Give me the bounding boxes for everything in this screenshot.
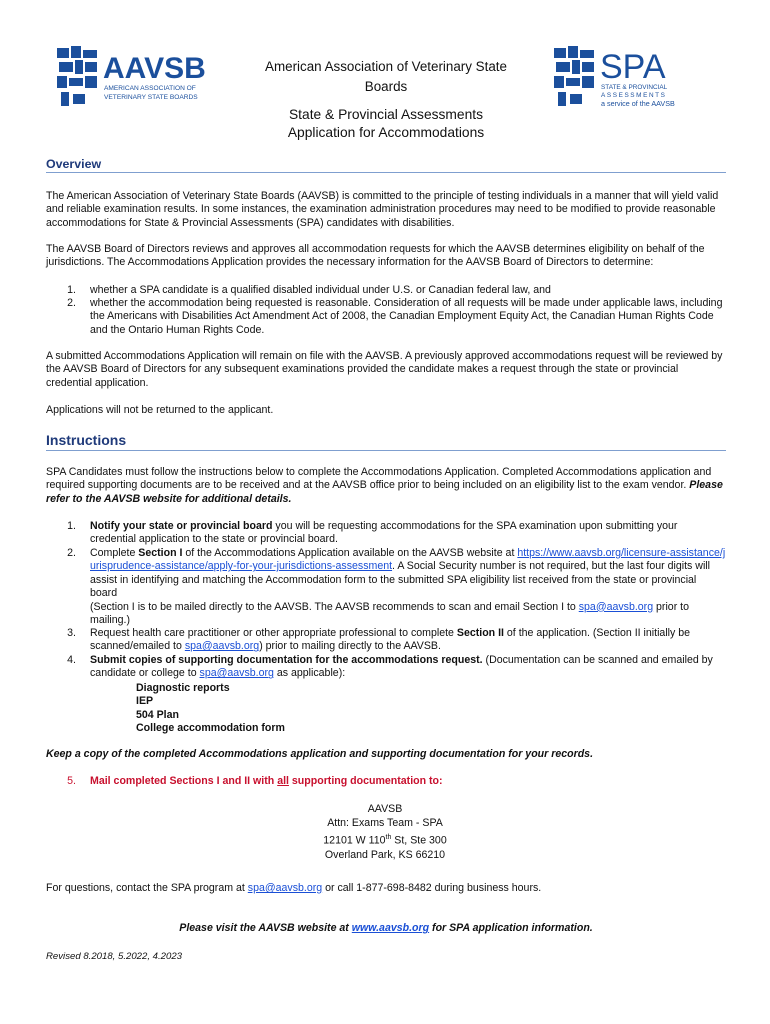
instruction-1-text: you will be requesting accommodations for the SPA examination upon submitting your credential application to the state or provincial board.	[90, 520, 678, 546]
instruction-text	[90, 627, 726, 654]
instruction-3-pre: Request health care practitioner or other appropriate professional to complete	[90, 627, 457, 639]
instruction-text	[90, 520, 726, 547]
supporting-doc-item: Diagnostic reports	[136, 682, 230, 694]
instruction-item-3	[46, 627, 726, 655]
document-title-line1: State & Provincial Assessments	[288, 107, 483, 122]
overview-list-text: whether a SPA candidate is a qualified disabled individual under U.S. or Canadian federal law, and	[90, 284, 551, 296]
overview-list-text: whether the accommodation being requested is reasonable. Consideration of all requests will be made under applicable laws, including the Americans with Disabilities Act Amendment Act of 2008, the Canadian Employment Equity Act, the Canadian Human Rights Code and the Ontario Human Rights Code.	[90, 297, 723, 336]
mailing-address	[235, 802, 535, 862]
visit-pre: Please visit the AAVSB website at	[179, 922, 352, 934]
instruction-number: 2.	[67, 547, 76, 559]
instructions-intro-emphasis: Please refer to the AAVSB website for additional details.	[46, 479, 723, 505]
instruction-5-post: supporting documentation to:	[288, 775, 443, 787]
overview-list-item	[46, 284, 726, 298]
contact-note-pre: For questions, contact the SPA program at	[46, 882, 248, 894]
instructions-heading: Instructions	[46, 432, 127, 448]
instruction-text	[90, 547, 726, 627]
overview-list-number: 2.	[67, 297, 76, 309]
instruction-2-note-pre: (Section I is to be mailed directly to the AAVSB. The AAVSB recommends to scan and email Section I to	[90, 600, 579, 613]
supporting-doc-item: 504 Plan	[136, 708, 179, 721]
address-line-3	[235, 831, 535, 848]
address-line-1: AAVSB	[367, 803, 403, 815]
overview-paragraph-3: A submitted Accommodations Application will remain on file with the AAVSB. A previously approved accommodations request will be reviewed by the AAVSB Board of Directors for any subsequent examinations provided the candidate makes a request through the state or provincial credential application.	[46, 350, 723, 389]
spa-logo-sub1: STATE & PROVINCIAL	[601, 84, 668, 91]
instruction-1-bold: Notify your state or provincial board	[90, 520, 273, 532]
instruction-2-bold: Section I	[138, 547, 183, 559]
instruction-3-bold: Section II	[456, 627, 504, 639]
instruction-2-mid: of the Accommodations Application available on the AAVSB website at	[182, 547, 518, 559]
instruction-4-mid: (Documentation can be scanned and emailed by candidate or college to	[90, 654, 713, 680]
instruction-number: 5.	[67, 775, 76, 787]
instruction-item-2	[46, 547, 726, 627]
visit-website-note	[46, 922, 726, 935]
org-name-line2: Boards	[364, 79, 408, 94]
spa-logo-mark	[552, 44, 722, 110]
overview-paragraph-4: Applications will not be returned to the applicant.	[46, 404, 274, 416]
instruction-number: 4.	[67, 654, 76, 666]
spa-logo-wordmark: SPA	[600, 48, 666, 86]
spa-email-link[interactable]: spa@aavsb.org	[247, 882, 323, 894]
spa-email-link[interactable]: spa@aavsb.org	[578, 600, 654, 613]
instruction-text	[90, 654, 726, 681]
org-name	[240, 57, 532, 97]
instruction-5-pre: Mail completed Sections I and II with	[90, 775, 278, 787]
instruction-number: 3.	[67, 627, 76, 639]
org-name-line1: American Association of Veterinary State	[265, 59, 507, 74]
overview-heading: Overview	[46, 157, 102, 171]
instruction-number: 1.	[67, 520, 76, 532]
spa-logo	[552, 44, 722, 110]
instruction-item-5	[46, 775, 726, 789]
address-line-3-pre: 12101 W 110	[323, 834, 386, 847]
spa-logo-sub2: ASSESSMENTS	[601, 92, 667, 99]
keep-copy-note: Keep a copy of the completed Accommodations application and supporting documentation for your records.	[46, 748, 594, 760]
supporting-doc-item: College accommodation form	[136, 722, 285, 735]
instruction-5-underline: all	[277, 775, 289, 787]
aavsb-logo-sub1: AMERICAN ASSOCIATION OF	[104, 85, 196, 92]
instruction-4-post: as applicable):	[273, 667, 346, 680]
contact-note-post: or call 1-877-698-8482 during business hours.	[322, 882, 542, 894]
licensure-assistance-link[interactable]: https://www.aavsb.org/licensure-assistance/jurisprudence-assistance/apply-for-your-jurisdictions-assessment	[90, 547, 726, 573]
instruction-3-mid: of the application. (Section II initially be scanned/emailed to	[90, 627, 691, 653]
address-line-4: Overland Park, KS 66210	[324, 848, 446, 861]
overview-paragraph-2: The AAVSB Board of Directors reviews and approves all accommodation requests for which the AAVSB determines eligibility on behalf of the jurisdictions. The Accommodations Application provides the necessary information for the AAVSB Board of Directors to determine:	[46, 243, 705, 269]
aavsb-website-link[interactable]: www.aavsb.org	[351, 922, 430, 934]
aavsb-logo-mark	[55, 44, 235, 110]
instructions-intro-text: SPA Candidates must follow the instructions below to complete the Accommodations Application. Completed Accommodations application and required supporting documents are to be received and at the AAVSB office prior to being included on an eligibility list to the exam vendor.	[46, 466, 712, 492]
revision-date: Revised 8.2018, 5.2022, 4.2023	[46, 951, 183, 962]
contact-note	[46, 882, 726, 895]
instruction-item-1	[46, 520, 726, 548]
instruction-4-bold: Submit copies of supporting documentation for the accommodations request.	[90, 654, 483, 666]
instruction-3-post: ) prior to mailing directly to the AAVSB.	[259, 640, 441, 653]
instruction-2-note-post: prior to mailing.)	[90, 600, 690, 627]
overview-paragraph-1: The American Association of Veterinary State Boards (AAVSB) is committed to the principle of testing individuals in a manner that will yield valid and reliable examination results. In some instances, the examination administration procedures may need to be modified to provide reasonable accommodations for State & Provincial Assessments (SPA) candidates with disabilities.	[46, 190, 719, 229]
address-line-3-sup: th	[385, 833, 392, 841]
supporting-doc-item: IEP	[136, 695, 154, 708]
address-line-3-post: St, Ste 300	[391, 834, 447, 847]
aavsb-logo	[55, 44, 235, 110]
instruction-text	[90, 775, 726, 788]
instruction-2-pre: Complete	[90, 547, 139, 559]
document-title-line2: Application for Accommodations	[287, 124, 485, 140]
aavsb-logo-wordmark: AAVSB	[103, 52, 206, 85]
instructions-divider	[46, 450, 726, 451]
instructions-intro	[46, 466, 726, 506]
visit-post: for SPA application information.	[429, 922, 593, 934]
spa-email-link[interactable]: spa@aavsb.org	[184, 640, 260, 653]
spa-logo-sub3: a service of the AAVSB	[601, 99, 675, 108]
address-line-2: Attn: Exams Team - SPA	[327, 817, 443, 830]
document-title	[240, 106, 532, 141]
overview-list-item	[46, 297, 726, 339]
supporting-docs-list	[136, 682, 436, 736]
aavsb-logo-sub2: VETERINARY STATE BOARDS	[104, 94, 198, 101]
instruction-2-post: . A Social Security number is not required, but the last four digits will assist in identifying and matching the Accommodation form to the submitted SPA eligibility list received from the state or provincial board	[90, 560, 711, 600]
overview-list-number: 1.	[67, 284, 76, 296]
overview-divider	[46, 172, 726, 173]
spa-email-link[interactable]: spa@aavsb.org	[199, 667, 274, 680]
